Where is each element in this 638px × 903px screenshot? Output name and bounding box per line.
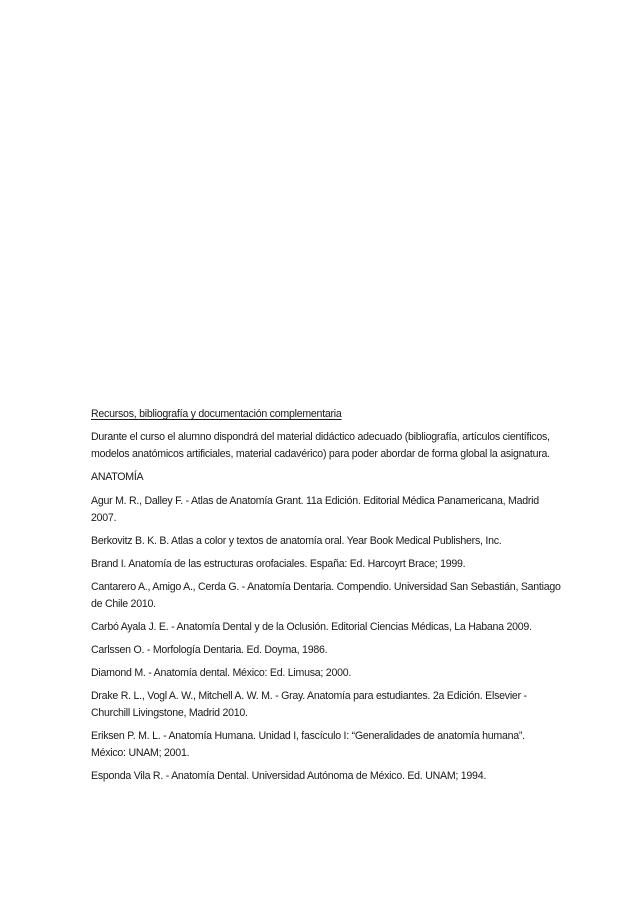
reference-item: Carbó Ayala J. E. - Anatomía Dental y de la Oclusión. Editorial Ciencias Médicas, La Habana 2009. xyxy=(91,621,532,633)
subject-title: ANATOMÍA xyxy=(91,471,144,483)
reference-item: Carlssen O. - Morfología Dentaria. Ed. Doyma, 1986. xyxy=(91,644,328,656)
reference-item: Berkovitz B. K. B. Atlas a color y textos de anatomía oral. Year Book Medical Publishers, Inc. xyxy=(91,535,502,547)
reference-item: Drake R. L., Vogl A. W., Mitchell A. W. M. - Gray. Anatomía para estudiantes. 2a Edición. Elsevier - Churchill Livingstone, Madrid 2010. xyxy=(91,690,527,719)
reference-item: Esponda Vila R. - Anatomía Dental. Universidad Autónoma de México. Ed. UNAM; 1994. xyxy=(91,770,487,782)
section-heading: Recursos, bibliografía y documentación complementaria xyxy=(91,408,342,420)
reference-item: Diamond M. - Anatomía dental. México: Ed. Limusa; 2000. xyxy=(91,667,352,679)
reference-item: Agur M. R., Dalley F. - Atlas de Anatomía Grant. 11a Edición. Editorial Médica Panamericana, Madrid 2007. xyxy=(91,495,539,524)
reference-item: Eriksen P. M. L. - Anatomía Humana. Unidad I, fascículo I: “Generalidades de anatomía humana”. México: UNAM; 2001. xyxy=(91,730,525,759)
document-body xyxy=(91,406,561,791)
intro-paragraph: Durante el curso el alumno dispondrá del material didáctico adecuado (bibliografía, artículos científicos, modelos anatómicos artificiales, material cadavérico) para poder abordar de forma global la asignatura. xyxy=(91,431,550,460)
reference-item: Cantarero A., Amigo A., Cerda G. - Anatomía Dentaria. Compendio. Universidad San Sebastián, Santiago de Chile 2010. xyxy=(91,581,561,610)
reference-item: Brand I. Anatomía de las estructuras orofaciales. España: Ed. Harcoyrt Brace; 1999. xyxy=(91,558,466,570)
